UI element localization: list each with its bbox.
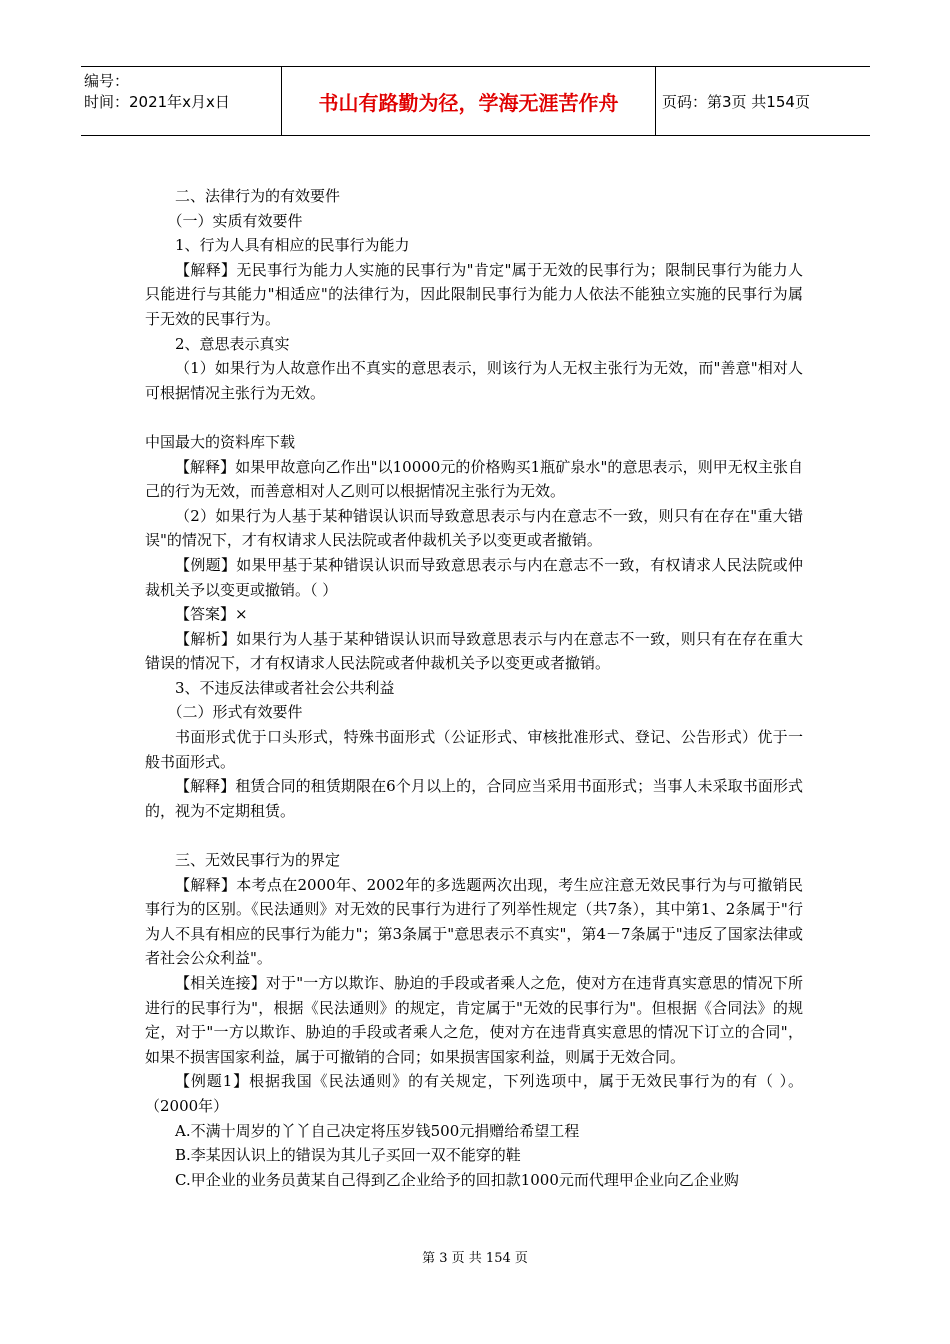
option-a: A.不满十周岁的丫丫自己决定将压岁钱500元捐赠给希望工程 [175,1121,580,1140]
paragraph: （1）如果行为人故意作出不真实的意思表示，则该行为人无权主张行为无效，而"善意"相对人可根据情况主张行为无效。 [145,359,803,402]
header-motto: 书山有路勤为径，学海无涯苦作舟 [282,67,656,135]
paragraph: 【解释】租赁合同的租赁期限在6个月以上的，合同应当采用书面形式；当事人未采取书面形式的，视为不定期租赁。 [145,777,803,820]
section-heading: 二、法律行为的有效要件 [175,187,341,205]
subsection-heading: （二）形式有效要件 [167,703,303,722]
time-label: 时间：2021年x月x日 [84,93,230,111]
option-b: B.李某因认识上的错误为其儿子买回一双不能穿的鞋 [175,1146,521,1165]
page-header [81,66,870,136]
item-heading: 3、不违反法律或者社会公共利益 [175,678,395,697]
paragraph: 【解释】如果甲故意向乙作出"以10000元的价格购买1瓶矿泉水"的意思表示，则甲无权主张自己的行为无效，而善意相对人乙则可以根据情况主张行为无效。 [145,457,803,501]
paragraph: 【相关连接】对于"一方以欺诈、胁迫的手段或者乘人之危，使对方在违背真实意思的情况下所进行的民事行为"，根据《民法通则》的规定，肯定属于"无效的民事行为"。但根据《合同法》的规定，对于"一方以欺诈、胁迫的手段或者乘人之危，使对方在违背真实意思的情况下订立的合同"，如果不损害国家利益，属于可撤销的合同；如果损害国家利益，则属于无效合同。 [145,974,803,1066]
example-question: 【例题1】根据我国《民法通则》的有关规定，下列选项中，属于无效民事行为的有（ ）。（2000年） [145,1072,803,1115]
analysis: 【解析】如果行为人基于某种错误认识而导致意思表示与内在意志不一致，则只有在存在重大错误的情况下，才有权请求人民法院或者仲裁机关予以变更或者撤销。 [145,629,803,673]
watermark-line: 中国最大的资料库下载 [145,432,296,451]
paragraph: 【解释】本考点在2000年、2002年的多选题两次出现，考生应注意无效民事行为与可撤销民事行为的区别。《民法通则》对无效的民事行为进行了列举性规定（共7条），其中第1、2条属于"行为人不具有相应的民事行为能力"；第3条属于"意思表示不真实"，第4－7条属于"违反了国家法律或者社会公众利益"。 [145,875,803,968]
answer: 【答案】× [175,605,248,624]
section-heading: 三、无效民事行为的界定 [175,851,341,870]
page-footer: 第 3 页 共 154 页 [422,1251,528,1266]
subsection-heading: （一）实质有效要件 [167,211,303,230]
option-c: C.甲企业的业务员黄某自己得到乙企业给予的回扣款1000元而代理甲企业向乙企业购 [175,1170,739,1189]
document-body [145,184,803,1192]
paragraph: （2）如果行为人基于某种错误认识而导致意思表示与内在意志不一致，则只有在存在"重大错误"的情况下，才有权请求人民法院或者仲裁机关予以变更或者撤销。 [145,506,803,550]
paragraph: 【解释】无民事行为能力人实施的民事行为"肯定"属于无效的民事行为；限制民事行为能力人只能进行与其能力"相适应"的法律行为，因此限制民事行为能力人依法不能独立实施的民事行为属于无效的民事行为。 [145,260,803,328]
header-meta [81,67,282,135]
number-label: 编号： [84,72,130,90]
header-page-info: 页码：第3页 共154页 [662,92,810,111]
example-question: 【例题】如果甲基于某种错误认识而导致意思表示与内在意志不一致，有权请求人民法院或仲裁机关予以变更或撤销。（ ） [145,555,803,599]
paragraph: 书面形式优于口头形式，特殊书面形式（公证形式、审核批准形式、登记、公告形式）优于一般书面形式。 [145,728,803,771]
item-heading: 1、行为人具有相应的民事行为能力 [175,236,410,255]
item-heading: 2、意思表示真实 [175,334,290,353]
